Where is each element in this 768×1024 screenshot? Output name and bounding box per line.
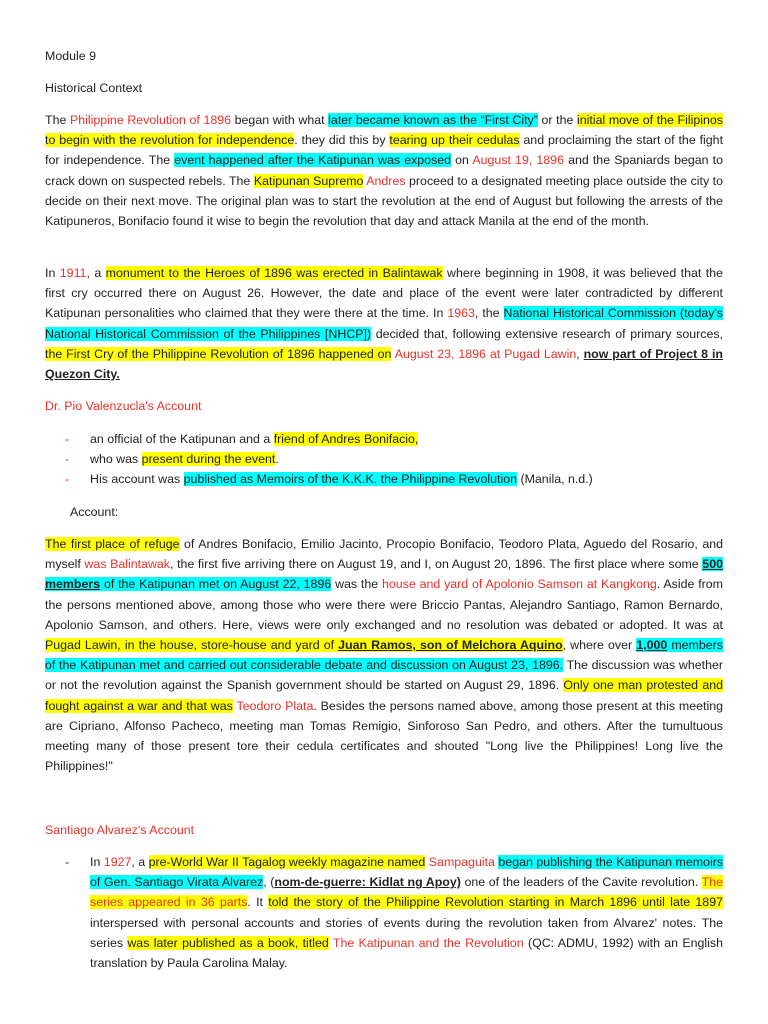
text-run: 500 members xyxy=(45,557,723,592)
text-run: The xyxy=(45,113,70,127)
text-run: , the xyxy=(474,306,504,321)
text-run: The first place of refuge xyxy=(45,537,180,551)
text-run: was Balintawak xyxy=(84,557,170,572)
text-run: one of the leaders of the Cavite revolution. xyxy=(460,875,702,890)
text-run: . xyxy=(275,452,279,467)
section-title: Historical Context xyxy=(45,81,143,95)
text-run: later became known as the “First City” xyxy=(328,113,538,127)
alvarez-heading: Santiago Alvarez's Account xyxy=(45,823,195,837)
text-run: The Katipunan and the Revolution xyxy=(332,935,524,950)
text-run: an official of the Katipunan and a xyxy=(90,432,274,446)
text-run: , the first five arriving there on August 19, and I, on August 20, 1896. The first place where some xyxy=(170,557,703,572)
text-run: August 23, 1896 at Pugad Lawin xyxy=(394,346,577,361)
bullet-dash-icon: - xyxy=(65,472,70,487)
text-run: The series appeared in 36 parts xyxy=(90,875,723,910)
text-run: , xyxy=(576,346,584,361)
text-run: initial move of the Filipinos to begin with the revolution for independence xyxy=(45,113,724,148)
text-run: National Historical Commission (today's National Historical Commission of the Philippines [NHCP]) xyxy=(45,306,723,341)
text-run: (QC: ADMU, 1992) with an English translation by Paula Carolina Malay. xyxy=(90,935,723,971)
text-run: was the xyxy=(331,577,382,592)
text-run: of the Katipunan met on August 22, 1896 xyxy=(100,577,332,592)
text-run: where beginning in 1908, it was believed that the first cry occurred there on August 26. However, the date and place of the event were later contradicted by different Katipunan personalities who claimed that they were there at the time. In xyxy=(45,266,723,321)
valenzuela-account-paragraph xyxy=(45,534,723,776)
text-run: event happened after the Katipunan was exposed xyxy=(174,153,452,168)
text-run: began with what xyxy=(231,113,329,127)
text-run: began publishing the Katipunan memoirs of Gen. Santiago Virata Alvarez xyxy=(90,855,724,890)
text-run: August 19, 1896 xyxy=(472,153,564,168)
text-run: , a xyxy=(131,855,149,869)
text-run: was later published as a book, titled xyxy=(127,935,329,950)
text-run: members of the Katipunan met and carried out considerable debate and discussion on August 23, 1896. xyxy=(45,638,723,673)
text-run: who was xyxy=(90,452,142,467)
text-run: Andres xyxy=(366,173,406,188)
text-run: . Besides the persons named above, among those present at this meeting are Cipriano, Alfonso Pacheco, meeting man Tomas Remigio, Sinforoso San Pedro, and others. After the tumultuous meeting many of those present tore their cedula certificates and shouted "Long live the Philippines! Long live the Philippines!" xyxy=(45,698,723,774)
valenzuela-heading: Dr. Pio Valenzucla's Account xyxy=(45,399,202,413)
text-run: 1927 xyxy=(103,855,132,869)
list-item xyxy=(45,449,723,469)
text-run: proceed to a designated meeting place outside the city to decide on their next move. The original plan was to start the revolution at the end of August but following the arrests of the Katipuneros, Bonifacio found it wise to begin the revolution that day and attack Manila at the end of the month. xyxy=(45,173,724,229)
historical-context-paragraph-1 xyxy=(45,110,723,231)
text-run: told the story of the Philippine Revolution starting in March 1896 until late 1897 xyxy=(268,895,723,910)
module-label: Module 9 xyxy=(45,49,96,63)
text-run: His account was xyxy=(90,472,184,487)
text-run: Juan Ramos, son of Melchora Aquino xyxy=(338,638,563,653)
bullet-dash-icon: - xyxy=(65,432,70,446)
text-run: of Andres Bonifacio, Emilio Jacinto, Procopio Bonifacio, Teodoro Plata, Aguedo del Rosario, and myself xyxy=(45,537,724,572)
text-run: decided that, following extensive research of primary sources, xyxy=(371,326,723,341)
account-label: Account: xyxy=(70,505,119,519)
text-run: Pugad Lawin, in the house, store-house and yard of xyxy=(45,638,339,653)
text-run: The discussion was whether or not the revolution against the Spanish government should be started on August 29, 1896. xyxy=(45,658,723,693)
text-run: 1,000 xyxy=(636,638,668,653)
text-run: . they did this by xyxy=(294,133,390,148)
text-run: Only one man protested and fought against a war and that was xyxy=(45,678,723,713)
text-run: 1963 xyxy=(447,306,475,321)
text-run: Katipunan Supremo xyxy=(253,173,364,188)
valenzuela-bullet-list xyxy=(45,429,723,490)
text-run: house and yard of Apolonio Samson at Kangkong xyxy=(381,577,657,592)
text-run: present during the event xyxy=(141,452,276,467)
list-item xyxy=(45,469,723,489)
text-run: and the Spaniards began to crack down on suspected rebels. The xyxy=(45,153,724,188)
bullet-dash-icon: - xyxy=(65,855,70,869)
text-run: now part of Project 8 in Quezon City. xyxy=(45,346,723,382)
text-run: . It xyxy=(247,895,269,910)
historical-context-paragraph-2 xyxy=(45,263,723,384)
text-run: and proclaiming the start of the fight for independence. The xyxy=(45,133,724,168)
alvarez-bullet-list xyxy=(45,852,723,973)
list-item xyxy=(45,429,723,449)
text-run: , ( xyxy=(263,875,275,890)
text-run: , where over xyxy=(562,638,637,653)
text-run: tearing up their cedulas xyxy=(389,133,520,148)
text-run: Sampaguita xyxy=(428,855,495,869)
text-run: interspersed with personal accounts and stories of events during the revolution taken from Alvarez' notes. The series xyxy=(90,915,723,950)
text-run: Philippine Revolution of 1896 xyxy=(69,113,232,127)
text-run: or the xyxy=(537,113,577,127)
text-run: In xyxy=(90,855,104,869)
text-run: nom-de-guerre: Kidlat ng Apoy) xyxy=(274,875,461,890)
text-run: Teodoro Plata xyxy=(236,698,314,713)
text-run: the First Cry of the Philippine Revolution of 1896 happened on xyxy=(45,346,392,361)
text-run: . Aside from the persons mentioned above, among those who were there were Briccio Pantas, Alejandro Santiago, Ramon Bernardo, Apolonio Samson, and others. Here, views were only exchanged and no resolution was debated or adopted. It was at xyxy=(45,577,723,632)
bullet-dash-icon: - xyxy=(65,452,70,467)
list-item xyxy=(45,852,723,973)
text-run: on xyxy=(451,153,473,168)
text-run: 1911 xyxy=(59,266,87,280)
text-run: (Manila, n.d.) xyxy=(517,472,593,487)
text-run: In xyxy=(45,266,60,280)
text-run: pre-World War II Tagalog weekly magazine named xyxy=(148,855,426,869)
text-run: , a xyxy=(86,266,106,280)
text-run: friend of Andres Bonifacio, xyxy=(273,432,419,446)
text-run: monument to the Heroes of 1896 was erected in Balintawak xyxy=(105,266,443,280)
text-run: published as Memoirs of the K.K.K. the Philippine Revolution xyxy=(183,472,518,487)
